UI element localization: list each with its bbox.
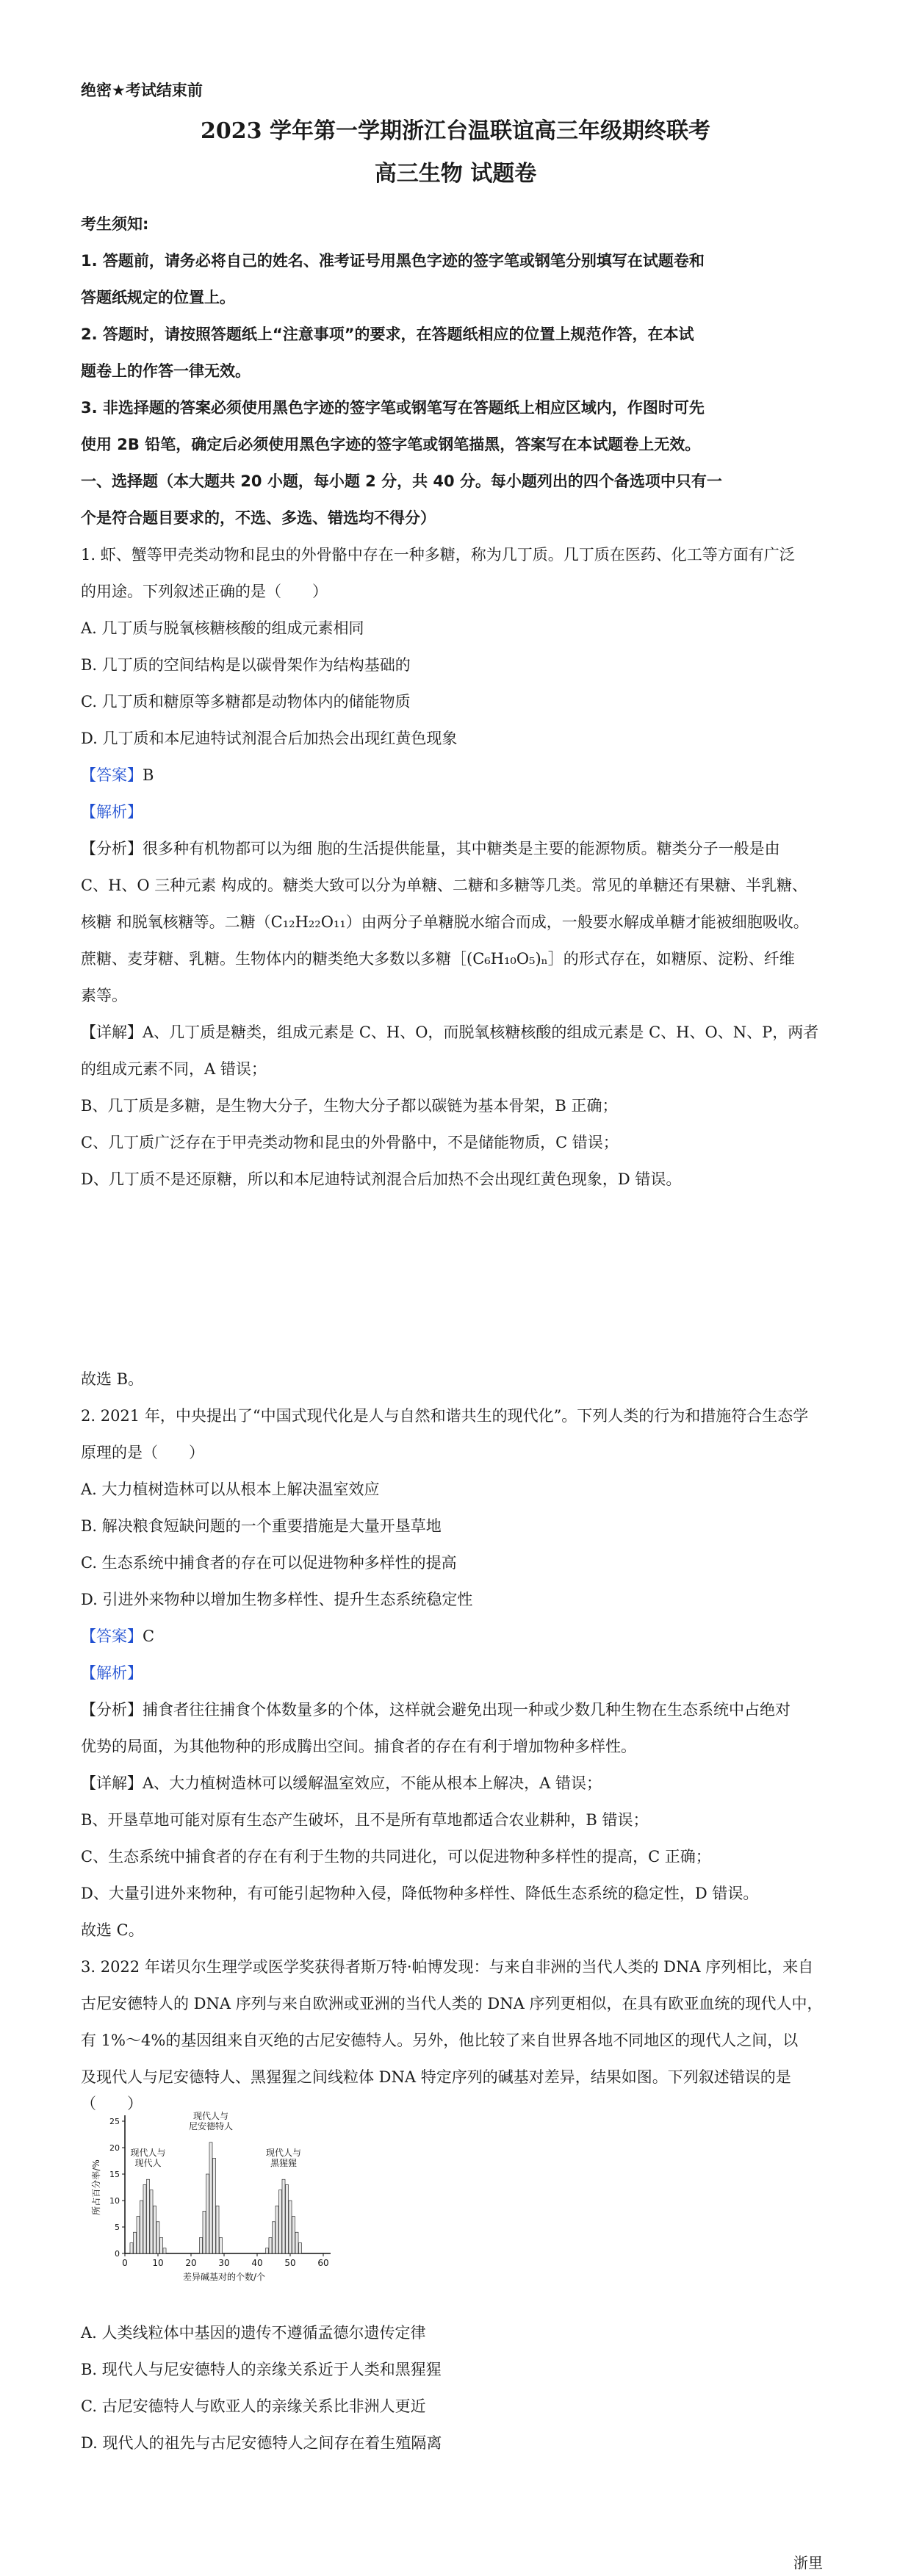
q2-xiangjie: B、开垦草地可能对原有生态产生破坏，且不是所有草地都适合农业耕种，B 错误； bbox=[81, 1811, 649, 1829]
q2-conclusion: 故选 C。 bbox=[81, 1921, 144, 1939]
q1-stem-cont: 的用途。下列叙述正确的是（ ） bbox=[81, 583, 328, 600]
histogram-bar bbox=[159, 2237, 162, 2253]
q2-fenxi: 优势的局面，为其他物种的形成腾出空间。捕食者的存在有利于增加物种多样性。 bbox=[81, 1738, 636, 1755]
y-tick-label: 20 bbox=[109, 2143, 120, 2153]
series-label: 现代人 bbox=[134, 2158, 162, 2169]
notice-line: 题卷上的作答一律无效。 bbox=[81, 362, 251, 380]
q2-analysis-tag: 【解析】 bbox=[81, 1664, 143, 1682]
x-tick-label: 40 bbox=[251, 2258, 263, 2268]
notice-line: 2. 答题时，请按照答题纸上“注意事项”的要求，在答题纸相应的位置上规范作答，在本试 bbox=[81, 325, 694, 343]
x-tick-label: 60 bbox=[317, 2258, 329, 2268]
q3-option-a: A. 人类线粒体中基因的遗传不遵循孟德尔遗传定律 bbox=[81, 2324, 426, 2342]
histogram-bar bbox=[298, 2243, 301, 2253]
exam-title: 2023 学年第一学期浙江台温联谊高三年级期终联考 bbox=[201, 118, 710, 144]
histogram-bar bbox=[133, 2232, 136, 2253]
q2-stem: 2. 2021 年，中央提出了“中国式现代化是人与自然和谐共生的现代化”。下列人类的行为和措施符合生态学 bbox=[81, 1407, 809, 1425]
q1-xiangjie: D、几丁质不是还原糖，所以和本尼迪特试剂混合后加热不会出现红黄色现象，D 错误。 bbox=[81, 1170, 682, 1188]
q3-stem: 有 1%～4%的基因组来自灭绝的古尼安德特人。另外，他比较了来自世界各地不同地区的现代人之间，以 bbox=[81, 2032, 799, 2049]
y-tick-label: 15 bbox=[109, 2170, 120, 2179]
exam-subtitle: 高三生物 试题卷 bbox=[374, 161, 537, 187]
y-tick-label: 25 bbox=[109, 2117, 120, 2126]
histogram-bar bbox=[199, 2237, 202, 2253]
q2-xiangjie: D、大量引进外来物种，有可能引起物种入侵，降低物种多样性、降低生态系统的稳定性，D 错误。 bbox=[81, 1885, 759, 1902]
page-footer: 浙里 bbox=[793, 2554, 823, 2572]
histogram-bar bbox=[295, 2232, 298, 2253]
q1-xiangjie: B、几丁质是多糖，是生物大分子，生物大分子都以碳链为基本骨架，B 正确； bbox=[81, 1097, 618, 1115]
histogram-bar bbox=[282, 2179, 285, 2253]
q1-analysis-tag: 【解析】 bbox=[81, 803, 143, 821]
histogram-bar bbox=[206, 2174, 209, 2253]
histogram-bar bbox=[276, 2206, 278, 2253]
histogram-bar bbox=[292, 2217, 295, 2253]
q1-xiangjie: C、几丁质广泛存在于甲壳类动物和昆虫的外骨骼中，不是储能物质，C 错误； bbox=[81, 1134, 619, 1151]
x-tick-label: 20 bbox=[185, 2258, 197, 2268]
q1-xiangjie: 【详解】A、几丁质是糖类，组成元素是 C、H、O，而脱氧核糖核酸的组成元素是 C、H、O、N、P，两者 bbox=[81, 1023, 819, 1041]
histogram-bar bbox=[272, 2222, 275, 2253]
histogram-bar bbox=[153, 2206, 156, 2253]
q1-fenxi: 素等。 bbox=[81, 987, 127, 1004]
histogram-bar bbox=[278, 2190, 281, 2253]
histogram-bar bbox=[212, 2158, 215, 2253]
histogram-bar bbox=[265, 2248, 268, 2253]
q1-answer bbox=[81, 764, 154, 786]
q1-fenxi: 核糖 和脱氧核糖等。二糖（C₁₂H₂₂O₁₁）由两分子单糖脱水缩合而成，一般要水解成单糖才能被细胞吸收。 bbox=[81, 913, 809, 931]
x-tick-label: 30 bbox=[218, 2258, 230, 2268]
y-axis-label: 所占百分率/% bbox=[91, 2159, 101, 2215]
section-heading-cont: 个是符合题目要求的，不选、多选、错选均不得分） bbox=[81, 509, 436, 527]
q3-stem: （ ） bbox=[81, 2095, 143, 2112]
q2-option-d: D. 引进外来物种以增加生物多样性、提升生态系统稳定性 bbox=[81, 1591, 473, 1608]
q2-fenxi: 【分析】捕食者往往捕食个体数量多的个体，这样就会避免出现一种或少数几种生物在生态系统中占绝对 bbox=[81, 1701, 791, 1719]
x-tick-label: 50 bbox=[284, 2258, 296, 2268]
q1-option-b: B. 几丁质的空间结构是以碳骨架作为结构基础的 bbox=[81, 656, 411, 674]
histogram-bar bbox=[289, 2201, 292, 2253]
histogram-bar bbox=[130, 2243, 133, 2253]
q3-stem: 古尼安德特人的 DNA 序列与来自欧洲或亚洲的当代人类的 DNA 序列更相似，在具有欧亚血统的现代人中， bbox=[81, 1995, 823, 2012]
q2-xiangjie: C、生态系统中捕食者的存在有利于生物的共同进化，可以促进物种多样性的提高，C 正确； bbox=[81, 1848, 711, 1866]
answer-tag: 【答案】 bbox=[81, 766, 143, 784]
histogram-bar bbox=[137, 2217, 140, 2253]
series-label: 现代人与 bbox=[265, 2148, 302, 2159]
x-axis-label: 差异碱基对的个数/个 bbox=[182, 2272, 266, 2282]
q1-fenxi: C、H、O 三种元素 构成的。糖类大致可以分为单糖、二糖和多糖等几类。常见的单糖还有果糖、半乳糖、 bbox=[81, 877, 807, 894]
x-tick-label: 10 bbox=[152, 2258, 164, 2268]
histogram-bar bbox=[140, 2201, 143, 2253]
y-tick-label: 10 bbox=[109, 2196, 120, 2206]
q1-option-c: C. 几丁质和糖原等多糖都是动物体内的储能物质 bbox=[81, 693, 411, 710]
histogram-bar bbox=[203, 2211, 206, 2253]
histogram-bar bbox=[163, 2248, 166, 2253]
q1-fenxi: 【分析】很多种有机物都可以为细 胞的生活提供能量，其中糖类是主要的能源物质。糖类分子一般是由 bbox=[81, 840, 780, 857]
histogram-bar bbox=[143, 2184, 146, 2253]
q1-stem: 1. 虾、蟹等甲壳类动物和昆虫的外骨骼中存在一种多糖，称为几丁质。几丁质在医药、化工等方面有广泛 bbox=[81, 546, 795, 564]
q2-xiangjie: 【详解】A、大力植树造林可以缓解温室效应，不能从根本上解决，A 错误； bbox=[81, 1774, 602, 1792]
section-heading: 一、选择题（本大题共 20 小题，每小题 2 分，共 40 分。每小题列出的四个备选项中只有一 bbox=[81, 472, 722, 490]
series-label: 现代人与 bbox=[192, 2110, 229, 2121]
answer-tag: 【答案】 bbox=[81, 1627, 143, 1645]
q2-stem-cont: 原理的是（ ） bbox=[81, 1444, 204, 1461]
histogram-bar bbox=[285, 2184, 288, 2253]
x-tick-label: 0 bbox=[122, 2258, 128, 2268]
answer-value: B bbox=[143, 766, 154, 784]
q1-fenxi: 蔗糖、麦芽糖、乳糖。生物体内的糖类绝大多数以多糖［(C₆H₁₀O₅)ₙ］的形式存在，如糖原、淀粉、纤维 bbox=[81, 950, 795, 968]
q1-xiangjie: 的组成元素不同，A 错误； bbox=[81, 1060, 267, 1078]
q3-option-c: C. 古尼安德特人与欧亚人的亲缘关系比非洲人更近 bbox=[81, 2397, 426, 2415]
secret-label: 绝密★考试结束前 bbox=[81, 82, 203, 99]
q2-option-c: C. 生态系统中捕食者的存在可以促进物种多样性的提高 bbox=[81, 1554, 457, 1572]
answer-value: C bbox=[143, 1627, 155, 1645]
y-tick-label: 5 bbox=[115, 2223, 120, 2232]
histogram-bar bbox=[209, 2143, 212, 2253]
y-tick-label: 0 bbox=[115, 2249, 120, 2259]
histogram-bar bbox=[216, 2206, 219, 2253]
histogram-bar bbox=[219, 2237, 222, 2253]
q1-conclusion: 故选 B。 bbox=[81, 1370, 144, 1388]
notice-line: 3. 非选择题的答案必须使用黑色字迹的签字笔或钢笔写在答题纸上相应区域内，作图时可先 bbox=[81, 399, 705, 417]
q3-option-b: B. 现代人与尼安德特人的亲缘关系近于人类和黑猩猩 bbox=[81, 2361, 442, 2378]
histogram-bar bbox=[156, 2222, 159, 2253]
notice-line: 答题纸规定的位置上。 bbox=[81, 289, 235, 306]
q2-option-b: B. 解决粮食短缺问题的一个重要措施是大量开垦草地 bbox=[81, 1517, 442, 1535]
histogram-bar bbox=[269, 2237, 272, 2253]
notice-line: 使用 2B 铅笔，确定后必须使用黑色字迹的签字笔或钢笔描黑，答案写在本试题卷上无效。 bbox=[81, 436, 701, 453]
q2-answer bbox=[81, 1625, 154, 1647]
mtdna-difference-chart bbox=[81, 2103, 345, 2301]
q3-stem: 3. 2022 年诺贝尔生理学或医学奖获得者斯万特·帕博发现：与来自非洲的当代人类的 DNA 序列相比，来自 bbox=[81, 1958, 814, 1976]
histogram-bar bbox=[150, 2190, 153, 2253]
histogram-bar bbox=[146, 2179, 149, 2253]
q3-stem: 及现代人与尼安德特人、黑猩猩之间线粒体 DNA 特定序列的碱基对差异，结果如图。下列叙述错误的是 bbox=[81, 2068, 791, 2086]
notice-heading: 考生须知: bbox=[81, 215, 149, 233]
q3-option-d: D. 现代人的祖先与古尼安德特人之间存在着生殖隔离 bbox=[81, 2434, 442, 2452]
series-label: 黑猩猩 bbox=[270, 2158, 298, 2169]
series-label: 现代人与 bbox=[130, 2148, 166, 2159]
notice-line: 1. 答题前，请务必将自己的姓名、准考证号用黑色字迹的签字笔或钢笔分别填写在试题卷和 bbox=[81, 252, 705, 270]
q1-option-a: A. 几丁质与脱氧核糖核酸的组成元素相同 bbox=[81, 619, 364, 637]
q2-option-a: A. 大力植树造林可以从根本上解决温室效应 bbox=[81, 1481, 380, 1498]
series-label: 尼安德特人 bbox=[188, 2120, 234, 2131]
q1-option-d: D. 几丁质和本尼迪特试剂混合后加热会出现红黄色现象 bbox=[81, 730, 458, 747]
